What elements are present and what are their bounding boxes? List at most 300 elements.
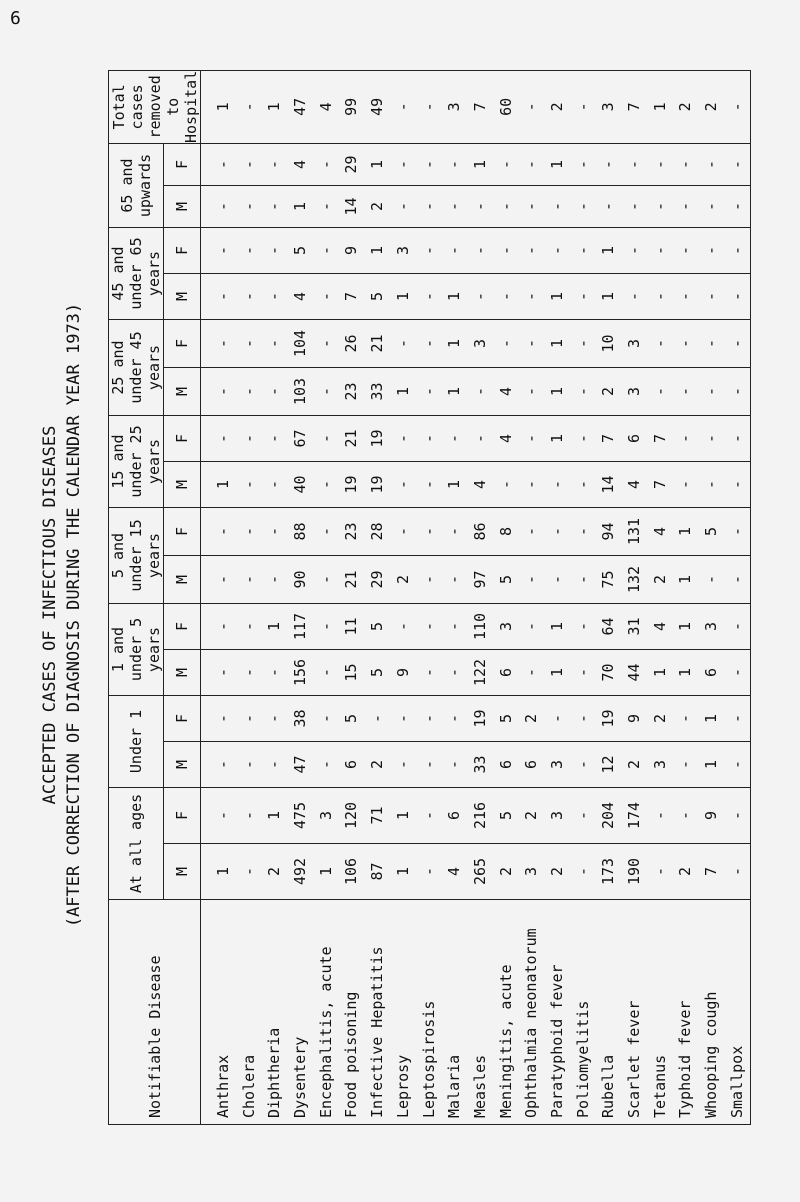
cell-value: 106 (342, 857, 361, 886)
header-male: M (164, 556, 201, 604)
count-column (201, 604, 751, 650)
count-column (201, 274, 751, 320)
cell-value: - (573, 479, 592, 490)
cell-value: - (650, 245, 669, 256)
disease-name: Rubella (599, 1054, 618, 1118)
disease-name: Encephalitis, acute (316, 946, 335, 1118)
cell-value: 1 (676, 574, 695, 585)
cell-value: - (573, 621, 592, 632)
cell-value: - (239, 526, 258, 537)
cell-value: - (522, 667, 541, 678)
cell-value: - (625, 291, 643, 302)
cell-value: 21 (368, 334, 387, 353)
cell-value: 5 (702, 526, 721, 537)
cell-value: - (496, 338, 515, 349)
header-age-group: 5 and under 15 years (109, 508, 164, 604)
cell-value: - (419, 866, 438, 877)
disease-name: Dysentery (291, 1036, 310, 1118)
cell-value: - (522, 621, 541, 632)
cell-value: - (368, 713, 387, 724)
disease-name: Measles (470, 1054, 489, 1118)
cell-value: 1 (676, 667, 695, 678)
cell-value: - (522, 338, 541, 349)
cell-value: 44 (625, 663, 643, 682)
cell-value: - (676, 386, 695, 397)
cell-value: - (522, 291, 541, 302)
cell-value: 14 (342, 197, 361, 216)
cell-value: 7 (599, 433, 618, 444)
cell-value: 4 (316, 102, 335, 112)
header-male: M (164, 844, 201, 900)
cell-value: 47 (291, 97, 310, 116)
cell-value: - (676, 291, 695, 302)
cell-value: 6 (496, 759, 515, 770)
cell-value: - (419, 201, 438, 212)
header-age-group: At all ages (109, 788, 164, 900)
cell-value: 1 (393, 810, 412, 821)
cell-value: - (547, 713, 566, 724)
cell-value: - (573, 526, 592, 537)
cell-value: 5 (496, 574, 515, 585)
cell-value: 29 (342, 155, 361, 174)
cell-value: 4 (650, 526, 669, 537)
cell-value: - (419, 526, 438, 537)
cell-value: - (316, 159, 335, 170)
cell-value: - (265, 479, 284, 490)
cell-value: - (419, 479, 438, 490)
cell-value: 1 (599, 291, 618, 302)
header-female: F (164, 228, 201, 274)
cell-value: 1 (676, 621, 695, 632)
cell-value: - (727, 713, 746, 724)
cell-value: 2 (625, 759, 643, 770)
cell-value: - (727, 102, 746, 112)
cell-value: - (214, 759, 232, 770)
count-column (201, 650, 751, 696)
cell-value: - (265, 201, 284, 212)
cell-value: - (393, 338, 412, 349)
cell-value: - (419, 759, 438, 770)
cell-value: - (522, 201, 541, 212)
cell-value: 94 (599, 522, 618, 541)
cell-value: - (239, 713, 258, 724)
cell-value: - (573, 759, 592, 770)
cell-value: 2 (368, 201, 387, 212)
cell-value: - (214, 433, 232, 444)
cell-value: - (727, 159, 746, 170)
cell-value: - (625, 201, 643, 212)
cell-value: 1 (393, 386, 412, 397)
cell-value: - (239, 574, 258, 585)
cell-value: 19 (368, 475, 387, 494)
header-age-group: 25 and under 45 years (109, 320, 164, 416)
cell-value: 204 (599, 801, 618, 830)
cell-value: - (547, 574, 566, 585)
cell-value: - (573, 159, 592, 170)
cell-value: 1 (650, 102, 669, 112)
header-male: M (164, 650, 201, 696)
cell-value: - (393, 713, 412, 724)
cell-value: 1 (676, 526, 695, 537)
header-female: F (164, 508, 201, 556)
cell-value: 492 (291, 857, 310, 886)
header-female: F (164, 604, 201, 650)
cell-value: 4 (496, 433, 515, 444)
cell-value: 28 (368, 522, 387, 541)
count-column (201, 844, 751, 900)
cell-value: - (727, 291, 746, 302)
cell-value: - (214, 201, 232, 212)
cell-value: 5 (496, 810, 515, 821)
cell-value: 1 (599, 245, 618, 256)
cell-value: 5 (368, 621, 387, 632)
cell-value: - (265, 759, 284, 770)
cell-value: - (727, 386, 746, 397)
cell-value: - (727, 667, 746, 678)
cell-value: - (214, 574, 232, 585)
cell-value: 29 (368, 570, 387, 589)
cell-value: 1 (265, 621, 284, 632)
cell-value: 3 (625, 386, 643, 397)
cell-value: 6 (342, 759, 361, 770)
cell-value: 40 (291, 475, 310, 494)
cell-value: - (676, 759, 695, 770)
cell-value: 3 (445, 102, 464, 112)
cell-value: 5 (368, 291, 387, 302)
cell-value: 9 (625, 713, 643, 724)
cell-value: 38 (291, 709, 310, 728)
disease-list (201, 900, 751, 1125)
cell-value: - (599, 159, 618, 170)
cell-value: - (316, 759, 335, 770)
cell-value: 1 (547, 386, 566, 397)
cell-value: 110 (470, 612, 489, 641)
cell-value: 1 (547, 291, 566, 302)
count-column (201, 368, 751, 416)
cell-value: - (239, 433, 258, 444)
cell-value: - (419, 713, 438, 724)
cell-value: 4 (470, 479, 489, 490)
cell-value: - (419, 667, 438, 678)
cell-value: 1 (445, 386, 464, 397)
cell-value: - (470, 245, 489, 256)
cell-value: 6 (496, 667, 515, 678)
disease-name: Malaria (445, 1054, 464, 1118)
cell-value: 190 (625, 857, 643, 886)
cell-value: - (522, 159, 541, 170)
cell-value: - (470, 433, 489, 444)
cell-value: - (522, 245, 541, 256)
disease-name: Paratyphoid fever (547, 964, 566, 1118)
cell-value: - (214, 386, 232, 397)
cell-value: - (727, 245, 746, 256)
cell-value: 2 (650, 574, 669, 585)
cell-value: 2 (265, 866, 284, 877)
cell-value: - (650, 810, 669, 821)
cell-value: 1 (393, 291, 412, 302)
count-column (201, 556, 751, 604)
header-female: F (164, 144, 201, 186)
cell-value: 1 (316, 866, 335, 877)
cell-value: 47 (291, 755, 310, 774)
cell-value: - (573, 291, 592, 302)
cell-value: - (547, 201, 566, 212)
header-female: F (164, 788, 201, 844)
table-body-row (201, 70, 751, 1124)
cell-value: - (573, 245, 592, 256)
cell-value: 12 (599, 755, 618, 774)
cell-value: - (702, 201, 721, 212)
cell-value: - (419, 245, 438, 256)
cell-value: - (522, 386, 541, 397)
cell-value: - (239, 201, 258, 212)
cell-value: - (316, 479, 335, 490)
count-column (201, 144, 751, 186)
header-notifiable-disease: Notifiable Disease (109, 900, 201, 1125)
cell-value: 9 (342, 245, 361, 256)
cell-value: 2 (368, 759, 387, 770)
cell-value: - (445, 759, 464, 770)
cell-value: - (470, 386, 489, 397)
cell-value: - (445, 245, 464, 256)
cell-value: 1 (547, 667, 566, 678)
cell-value: - (239, 810, 258, 821)
cell-value: - (419, 291, 438, 302)
count-column (201, 696, 751, 742)
cell-value: 19 (342, 475, 361, 494)
cell-value: - (676, 159, 695, 170)
cell-value: - (625, 159, 643, 170)
cell-value: - (393, 433, 412, 444)
cell-value: - (265, 667, 284, 678)
cell-value: - (573, 810, 592, 821)
cell-value: - (573, 574, 592, 585)
count-column (201, 508, 751, 556)
disease-name: Food poisoning (342, 991, 361, 1118)
cell-value: - (214, 526, 232, 537)
cell-value: 2 (676, 866, 695, 877)
cell-value: 8 (496, 526, 515, 537)
cell-value: - (727, 338, 746, 349)
cell-value: - (727, 574, 746, 585)
cell-value: - (676, 479, 695, 490)
header-age-group: 65 and upwards (109, 144, 164, 228)
cell-value: - (239, 338, 258, 349)
cell-value: 132 (625, 565, 643, 594)
cell-value: 7 (702, 866, 721, 877)
disease-name: Tetanus (650, 1054, 669, 1118)
cell-value: - (419, 386, 438, 397)
cell-value: - (573, 713, 592, 724)
cell-value: 21 (342, 570, 361, 589)
cell-value: - (727, 201, 746, 212)
cell-value: - (470, 201, 489, 212)
cell-value: - (419, 102, 438, 112)
cell-value: - (676, 433, 695, 444)
cell-value: - (496, 201, 515, 212)
cell-value: 3 (496, 621, 515, 632)
cell-value: - (522, 526, 541, 537)
header-female: F (164, 320, 201, 368)
cell-value: 2 (599, 386, 618, 397)
cell-value: - (393, 201, 412, 212)
cell-value: - (727, 810, 746, 821)
cell-value: - (702, 291, 721, 302)
cell-value: - (702, 386, 721, 397)
cell-value: 60 (496, 97, 515, 116)
cell-value: - (547, 526, 566, 537)
cell-value: - (727, 866, 746, 877)
cell-value: 1 (265, 810, 284, 821)
disease-name: Anthrax (214, 1054, 232, 1118)
cell-value: 3 (650, 759, 669, 770)
cell-value: - (239, 102, 258, 112)
disease-name: Poliomyelitis (573, 1000, 592, 1118)
count-column (201, 186, 751, 228)
cell-value: - (393, 159, 412, 170)
cell-value: - (650, 866, 669, 877)
disease-name: Scarlet fever (625, 1000, 643, 1118)
cell-value: 23 (342, 382, 361, 401)
header-female: F (164, 416, 201, 462)
cell-value: 103 (291, 377, 310, 406)
cell-value: - (727, 479, 746, 490)
cell-value: - (676, 201, 695, 212)
header-male: M (164, 462, 201, 508)
cell-value: 3 (547, 810, 566, 821)
cell-value: - (702, 574, 721, 585)
cell-value: - (316, 433, 335, 444)
cell-value: - (239, 386, 258, 397)
cell-value: 1 (470, 159, 489, 170)
cell-value: - (650, 201, 669, 212)
cell-value: - (547, 479, 566, 490)
cell-value: - (419, 338, 438, 349)
cell-value: - (214, 159, 232, 170)
count-column (201, 416, 751, 462)
cell-value: - (650, 338, 669, 349)
cell-value: 1 (702, 713, 721, 724)
cell-value: 33 (470, 755, 489, 774)
header-age-group: 45 and under 65 years (109, 228, 164, 320)
cell-value: - (599, 201, 618, 212)
cell-value: - (573, 433, 592, 444)
cell-value: 5 (368, 667, 387, 678)
cell-value: - (445, 433, 464, 444)
cell-value: 1 (368, 159, 387, 170)
count-column (201, 320, 751, 368)
cell-value: 19 (470, 709, 489, 728)
cell-value: 1 (214, 866, 232, 877)
header-male: M (164, 742, 201, 788)
cell-value: - (419, 810, 438, 821)
cell-value: - (239, 159, 258, 170)
cell-value: - (214, 713, 232, 724)
cell-value: 64 (599, 617, 618, 636)
cell-value: - (316, 291, 335, 302)
cell-value: 7 (470, 102, 489, 112)
cell-value: 4 (650, 621, 669, 632)
cell-value: - (522, 102, 541, 112)
cell-value: - (316, 526, 335, 537)
cell-value: - (265, 386, 284, 397)
cell-value: - (547, 245, 566, 256)
cell-value: 4 (625, 479, 643, 490)
cell-value: 4 (291, 159, 310, 170)
cell-value: - (316, 713, 335, 724)
cell-value: 216 (470, 801, 489, 830)
count-column (201, 462, 751, 508)
header-age-group: 1 and under 5 years (109, 604, 164, 696)
cell-value: 87 (368, 862, 387, 881)
infectious-diseases-table (108, 70, 751, 1125)
cell-value: 7 (342, 291, 361, 302)
cell-value: - (239, 759, 258, 770)
cell-value: - (650, 386, 669, 397)
cell-value: 117 (291, 612, 310, 641)
cell-value: 6 (522, 759, 541, 770)
cell-value: - (445, 159, 464, 170)
cell-value: - (393, 479, 412, 490)
cell-value: 120 (342, 801, 361, 830)
cell-value: 2 (547, 866, 566, 877)
cell-value: 1 (547, 621, 566, 632)
cell-value: - (676, 713, 695, 724)
cell-value: 70 (599, 663, 618, 682)
cell-value: 19 (368, 429, 387, 448)
cell-value: 3 (702, 621, 721, 632)
header-male: M (164, 186, 201, 228)
cell-value: - (265, 574, 284, 585)
count-column (201, 742, 751, 788)
header-age-group: Under 1 (109, 696, 164, 788)
cell-value: 90 (291, 570, 310, 589)
cell-value: 122 (470, 658, 489, 687)
cell-value: 104 (291, 329, 310, 358)
cell-value: 3 (470, 338, 489, 349)
count-column (201, 228, 751, 274)
count-column (201, 788, 751, 844)
disease-name: Ophthalmia neonatorum (522, 928, 541, 1118)
cell-value: 1 (650, 667, 669, 678)
cell-value: - (214, 338, 232, 349)
header-male: M (164, 368, 201, 416)
cell-value: - (265, 433, 284, 444)
cell-value: 5 (291, 245, 310, 256)
cell-value: - (573, 102, 592, 112)
cell-value: 2 (650, 713, 669, 724)
cell-value: - (676, 245, 695, 256)
cell-value: 1 (291, 201, 310, 212)
cell-value: - (316, 386, 335, 397)
cell-value: - (265, 159, 284, 170)
disease-name: Typhoid fever (676, 1000, 695, 1118)
cell-value: - (239, 245, 258, 256)
cell-value: 3 (522, 866, 541, 877)
cell-value: 1 (547, 433, 566, 444)
cell-value: - (239, 291, 258, 302)
disease-name: Leprosy (393, 1054, 412, 1118)
cell-value: - (214, 291, 232, 302)
cell-value: - (702, 433, 721, 444)
cell-value: - (470, 291, 489, 302)
cell-value: 67 (291, 429, 310, 448)
cell-value: - (496, 479, 515, 490)
cell-value: 1 (265, 102, 284, 112)
cell-value: 2 (393, 574, 412, 585)
cell-value: - (573, 667, 592, 678)
cell-value: - (316, 338, 335, 349)
